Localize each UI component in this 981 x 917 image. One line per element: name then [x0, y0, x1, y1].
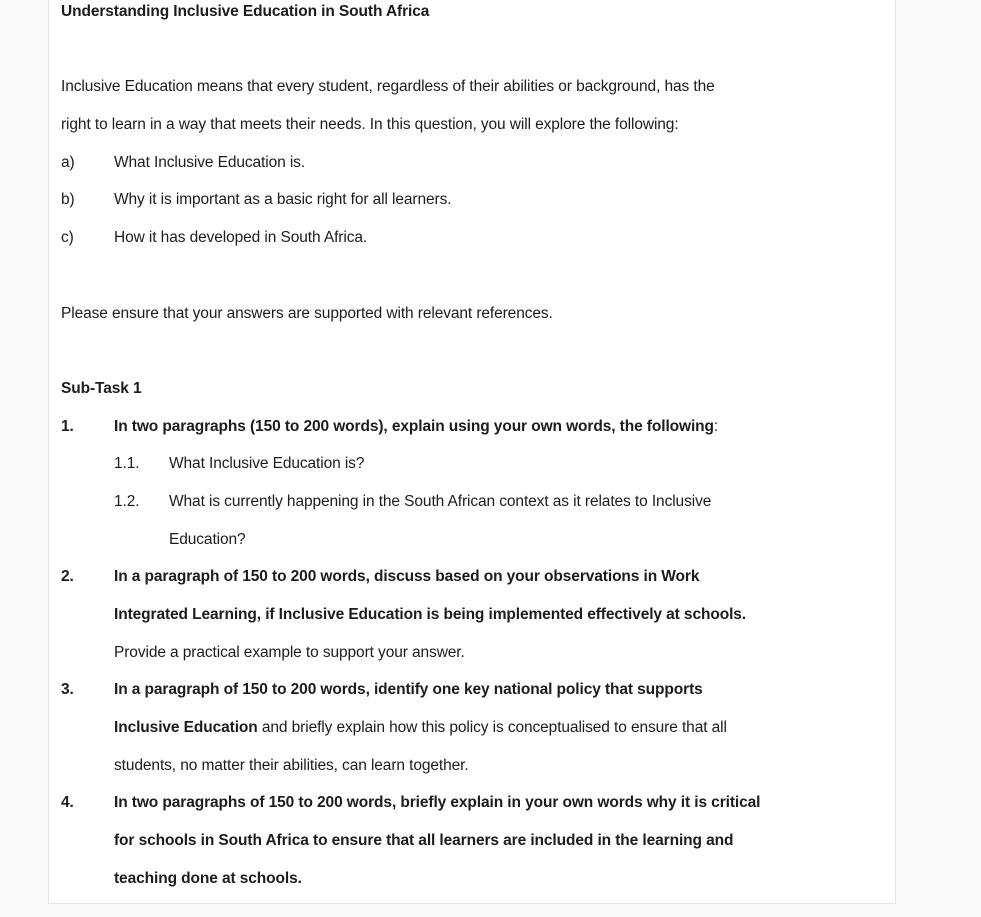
list-marker-c: c) — [61, 229, 74, 247]
list-item-b — [61, 181, 885, 219]
task-1-text-tail: : — [713, 417, 719, 435]
document-title: Understanding Inclusive Education in South Africa — [61, 3, 430, 20]
task-1 — [61, 408, 885, 446]
references-note: Please ensure that your answers are supported with relevant references. — [61, 304, 553, 322]
list-item-c — [61, 219, 885, 257]
task-3-text-line-2 — [114, 709, 885, 747]
task-3-text-line-2-rest: and briefly explain how this policy is conceptualised to ensure that all — [257, 719, 727, 737]
task-4 — [61, 784, 885, 822]
list-marker-a: a) — [61, 153, 75, 171]
intro-line-2: right to learn in a way that meets their needs. In this question, you will explore the following: — [61, 116, 679, 134]
task-3-text-line-3: students, no matter their abilities, can learn together. — [114, 756, 469, 774]
task-2 — [61, 558, 885, 596]
task-1-1 — [114, 445, 885, 483]
task-4-text-line-2: for schools in South Africa to ensure that all learners are included in the learning and — [114, 832, 734, 850]
task-1-text — [114, 408, 718, 446]
subtask-heading: Sub-Task 1 — [61, 379, 142, 397]
intro-line-1: Inclusive Education means that every student, regardless of their abilities or background, has the — [61, 78, 715, 96]
task-3-text-line-2-bold: Inclusive Education — [114, 719, 258, 737]
document-page — [48, 0, 896, 904]
task-4-number: 4. — [61, 794, 74, 812]
list-item-a-text: What Inclusive Education is. — [114, 153, 306, 171]
task-2-text-line-2: Integrated Learning, if Inclusive Education is being implemented effectively at schools. — [114, 606, 747, 623]
task-1-1-number: 1.1. — [114, 455, 140, 473]
task-1-2-number: 1.2. — [114, 492, 140, 510]
list-item-a — [61, 144, 885, 182]
list-item-b-text: Why it is important as a basic right for all learners. — [114, 191, 452, 209]
list-marker-b: b) — [61, 191, 75, 209]
task-3 — [61, 671, 885, 709]
blank-line — [61, 31, 885, 69]
task-3-text-line-1: In a paragraph of 150 to 200 words, identify one key national policy that supports — [114, 681, 703, 699]
task-1-2-text-line-1: What is currently happening in the South African context as it relates to Inclusive — [169, 492, 712, 510]
task-1-2-text-line-2: Education? — [169, 530, 246, 548]
task-4-text-line-3: teaching done at schools. — [114, 869, 302, 887]
task-2-text-line-1: In a paragraph of 150 to 200 words, discuss based on your observations in Work — [114, 568, 700, 586]
task-4-text-line-1: In two paragraphs of 150 to 200 words, briefly explain in your own words why it is critical — [114, 794, 761, 812]
blank-line — [61, 332, 885, 370]
task-1-text-bold: In two paragraphs (150 to 200 words), explain using your own words, the following — [114, 417, 714, 435]
task-1-1-text: What Inclusive Education is? — [169, 455, 365, 473]
list-item-c-text: How it has developed in South Africa. — [114, 229, 368, 247]
task-2-text-line-3: Provide a practical example to support your answer. — [114, 643, 465, 661]
blank-line — [61, 257, 885, 295]
task-1-number: 1. — [61, 417, 74, 435]
task-3-number: 3. — [61, 681, 74, 699]
task-2-number: 2. — [61, 568, 74, 586]
task-1-2 — [114, 483, 885, 521]
document-content — [49, 0, 895, 898]
